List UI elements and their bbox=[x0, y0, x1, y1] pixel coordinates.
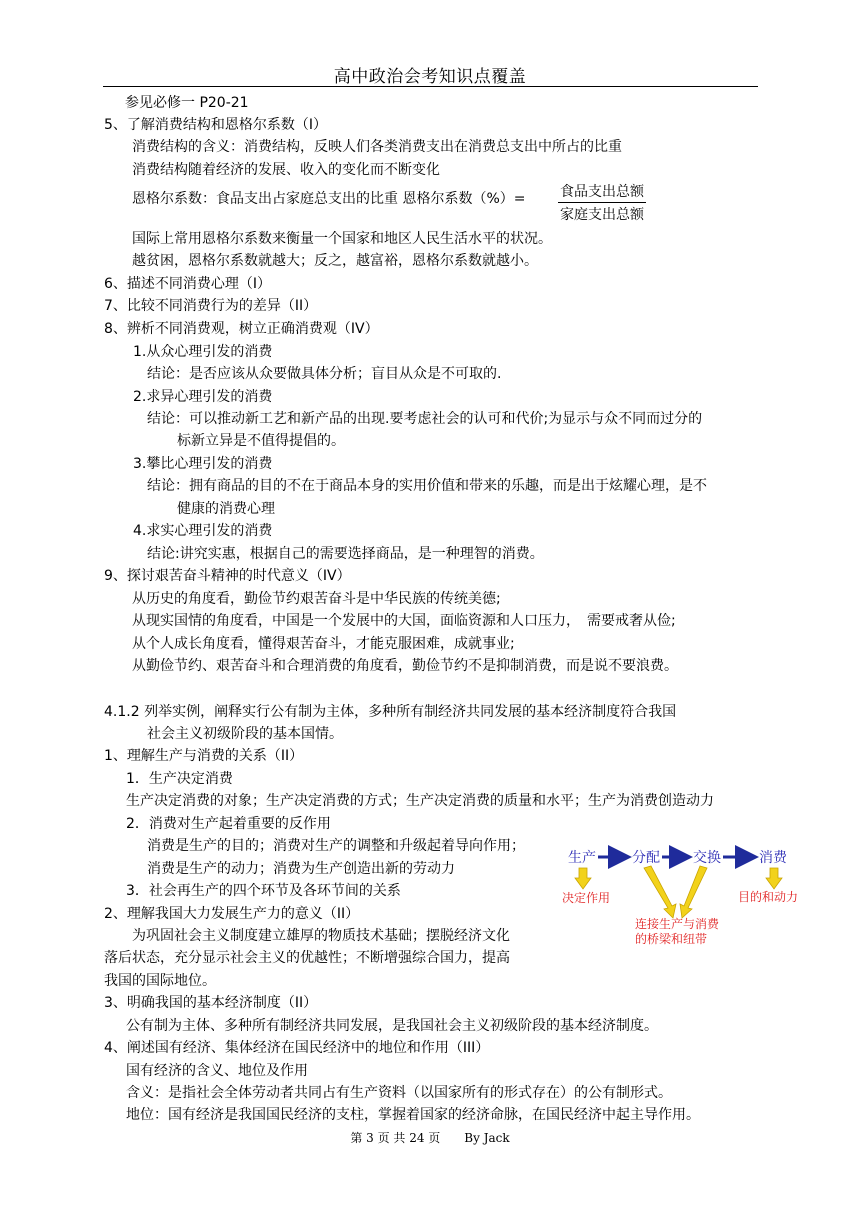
node-production: 生产 bbox=[568, 850, 596, 866]
caption-bridge-line1: 连接生产与消费 bbox=[635, 917, 720, 931]
caption-bridge-line2: 的桥梁和纽带 bbox=[635, 932, 708, 946]
fraction-denominator: 家庭支出总额 bbox=[560, 207, 644, 223]
node-exchange: 交换 bbox=[693, 850, 721, 866]
heading-4: 4、阐述国有经济、集体经济在国民经济中的地位和作用（III） bbox=[104, 1040, 490, 1056]
text-line: 从个人成长角度看，懂得艰苦奋斗，才能克服困难，成就事业; bbox=[132, 636, 515, 652]
text-line: 消费结构的含义：消费结构，反映人们各类消费支出在消费总支出中所占的比重 bbox=[132, 139, 622, 155]
fraction-bar bbox=[558, 202, 646, 203]
heading-5: 5、了解消费结构和恩格尔系数（I） bbox=[104, 117, 328, 133]
subheading: 1．生产决定消费 bbox=[126, 771, 233, 787]
text-line: 结论:讲究实惠，根据自己的需要选择商品，是一种理智的消费。 bbox=[147, 546, 544, 562]
subheading: 2.求异心理引发的消费 bbox=[133, 389, 273, 405]
reference-line: 参见必修一 P20-21 bbox=[125, 95, 249, 111]
text-line: 从勤俭节约、艰苦奋斗和合理消费的角度看，勤俭节约不是抑制消费，而是说不要浪费。 bbox=[132, 658, 678, 674]
subheading: 3．社会再生产的四个环节及各环节间的关系 bbox=[126, 883, 401, 899]
text-line: 标新立异是不值得提倡的。 bbox=[177, 433, 345, 449]
section-heading: 4.1.2 列举实例，阐释实行公有制为主体，多种所有制经济共同发展的基本经济制度符合我国 bbox=[104, 704, 677, 720]
text-line: 越贫困，恩格尔系数就越大；反之，越富裕，恩格尔系数就越小。 bbox=[132, 253, 538, 269]
text-line: 国际上常用恩格尔系数来衡量一个国家和地区人民生活水平的状况。 bbox=[132, 231, 552, 247]
arrow-down-icon bbox=[766, 868, 782, 889]
heading-1: 1、理解生产与消费的关系（II） bbox=[104, 748, 304, 764]
text-line: 生产决定消费的对象；生产决定消费的方式；生产决定消费的质量和水平；生产为消费创造动力 bbox=[126, 793, 714, 809]
engel-fraction bbox=[558, 181, 646, 224]
text-line: 我国的国际地位。 bbox=[104, 973, 216, 989]
text-line: 为巩固社会主义制度建立雄厚的物质技术基础；摆脱经济文化 bbox=[132, 928, 510, 944]
heading-6: 6、描述不同消费心理（I） bbox=[104, 276, 272, 292]
reproduction-flow-diagram bbox=[560, 838, 810, 953]
section-heading-cont: 社会主义初级阶段的基本国情。 bbox=[147, 726, 343, 742]
text-line: 消费结构随着经济的发展、收入的变化而不断变化 bbox=[132, 162, 440, 178]
text-line: 消费是生产的动力；消费为生产创造出新的劳动力 bbox=[147, 861, 455, 877]
heading-9: 9、探讨艰苦奋斗精神的时代意义（IV） bbox=[104, 568, 351, 584]
text-line: 健康的消费心理 bbox=[177, 501, 275, 517]
text-line: 结论：是否应该从众要做具体分析；盲目从众是不可取的. bbox=[147, 366, 502, 382]
text-line: 公有制为主体、多种所有制经济共同发展，是我国社会主义初级阶段的基本经济制度。 bbox=[126, 1018, 658, 1034]
text-line: 落后状态，充分显示社会主义的优越性；不断增强综合国力，提高 bbox=[104, 950, 510, 966]
subheading: 1.从众心理引发的消费 bbox=[133, 344, 273, 360]
arrow-down-icon bbox=[575, 868, 591, 889]
heading-2: 2、理解我国大力发展生产力的意义（II） bbox=[104, 906, 360, 922]
node-distribution: 分配 bbox=[632, 850, 660, 866]
text-line: 从现实国情的角度看，中国是一个发展中的大国，面临资源和人口压力， 需要戒奢从俭; bbox=[132, 613, 676, 629]
subheading: 4.求实心理引发的消费 bbox=[133, 523, 273, 539]
heading-8: 8、辨析不同消费观，树立正确消费观（IV） bbox=[104, 321, 379, 337]
fraction-numerator: 食品支出总额 bbox=[560, 184, 644, 200]
subheading: 3.攀比心理引发的消费 bbox=[133, 456, 273, 472]
arrow-down-icon bbox=[680, 866, 707, 918]
text-line: 结论：拥有商品的目的不在于商品本身的实用价值和带来的乐趣，而是出于炫耀心理，是不 bbox=[147, 478, 707, 494]
caption-determine: 决定作用 bbox=[562, 891, 611, 905]
text-line: 含义：是指社会全体劳动者共同占有生产资料（以国家所有的形式存在）的公有制形式。 bbox=[126, 1085, 672, 1101]
engel-formula-label: 恩格尔系数：食品支出占家庭总支出的比重 恩格尔系数（%）= bbox=[132, 191, 526, 207]
text-line: 从历史的角度看，勤俭节约艰苦奋斗是中华民族的传统美德; bbox=[132, 591, 501, 607]
text-line: 结论：可以推动新工艺和新产品的出现.要考虑社会的认可和代价;为显示与众不同而过分的 bbox=[147, 411, 703, 427]
node-consumption: 消费 bbox=[759, 850, 787, 866]
page-footer: 第 3 页 共 24 页 By Jack bbox=[350, 1131, 510, 1145]
header-rule bbox=[103, 86, 758, 87]
subheading: 2．消费对生产起着重要的反作用 bbox=[126, 816, 331, 832]
text-line: 地位：国有经济是我国国民经济的支柱，掌握着国家的经济命脉，在国民经济中起主导作用。 bbox=[126, 1107, 700, 1123]
caption-purpose: 目的和动力 bbox=[738, 890, 799, 904]
page-header-title: 高中政治会考知识点覆盖 bbox=[333, 67, 527, 87]
text-line: 消费是生产的目的；消费对生产的调整和升级起着导向作用； bbox=[147, 838, 525, 854]
text-line: 国有经济的含义、地位及作用 bbox=[126, 1063, 308, 1079]
heading-3: 3、明确我国的基本经济制度（II） bbox=[104, 995, 318, 1011]
arrow-down-icon bbox=[644, 866, 676, 918]
heading-7: 7、比较不同消费行为的差异（II） bbox=[104, 298, 318, 314]
